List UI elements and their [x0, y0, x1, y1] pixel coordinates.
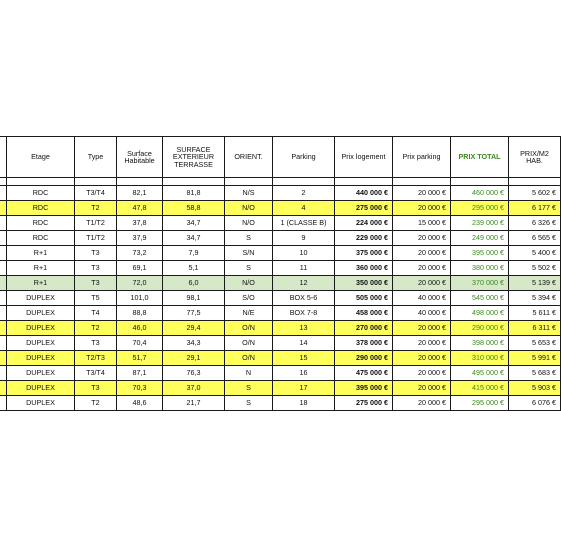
spacer-cell[interactable]	[75, 178, 117, 186]
cell-etage[interactable]: DUPLEX	[7, 321, 75, 336]
cell-surface[interactable]: 46,0	[117, 321, 163, 336]
cell-prix-total[interactable]: 310 000 €	[451, 351, 509, 366]
table-row	[0, 306, 561, 321]
cell-prix-total[interactable]: 370 000 €	[451, 276, 509, 291]
cell-parking[interactable]: BOX 5-6	[273, 291, 335, 306]
cell-prix-m2[interactable]: 5 502 €	[509, 261, 561, 276]
header-row	[0, 137, 561, 178]
table-row	[0, 231, 561, 246]
spreadsheet-view	[0, 136, 556, 411]
cell-exterieur[interactable]: 37,0	[163, 381, 225, 396]
cell-exterieur[interactable]: 34,3	[163, 336, 225, 351]
cell-prix-m2[interactable]: 6 326 €	[509, 216, 561, 231]
cell-exterieur[interactable]: 5,1	[163, 261, 225, 276]
cell-prix-total[interactable]: 295 000 €	[451, 201, 509, 216]
cell-orient[interactable]: S/N	[225, 246, 273, 261]
cell-prix-parking[interactable]: 20 000 €	[393, 321, 451, 336]
spacer-cell[interactable]	[273, 178, 335, 186]
cell-prix-total[interactable]: 380 000 €	[451, 261, 509, 276]
cell-exterieur[interactable]: 34,7	[163, 216, 225, 231]
cell-prix-parking[interactable]: 20 000 €	[393, 276, 451, 291]
header-prix-parking[interactable]: Prix parking	[393, 137, 451, 178]
cell-orient[interactable]: O/N	[225, 336, 273, 351]
cell-type[interactable]: T1/T2	[75, 216, 117, 231]
cell-surface[interactable]: 37,8	[117, 216, 163, 231]
cell-prix-m2[interactable]: 5 991 €	[509, 351, 561, 366]
table-row	[0, 246, 561, 261]
cell-orient[interactable]: S	[225, 381, 273, 396]
header-prix-total[interactable]: PRIX TOTAL	[451, 137, 509, 178]
cell-parking[interactable]: 9	[273, 231, 335, 246]
cell-prix-logement[interactable]: 350 000 €	[335, 276, 393, 291]
cell-etage[interactable]: RDC	[7, 201, 75, 216]
cell-prix-m2[interactable]: 6 076 €	[509, 396, 561, 411]
cell-prix-logement[interactable]: 270 000 €	[335, 321, 393, 336]
price-table	[0, 136, 561, 411]
cell-etage[interactable]: DUPLEX	[7, 351, 75, 366]
cell-type[interactable]: T2	[75, 201, 117, 216]
cell-prix-m2[interactable]: 5 653 €	[509, 336, 561, 351]
cell-prix-logement[interactable]: 229 000 €	[335, 231, 393, 246]
table-row	[0, 366, 561, 381]
cell-prix-total[interactable]: 460 000 €	[451, 186, 509, 201]
cell-parking[interactable]: 14	[273, 336, 335, 351]
cell-prix-total[interactable]: 249 000 €	[451, 231, 509, 246]
cell-orient[interactable]: N	[225, 366, 273, 381]
cell-parking[interactable]: 17	[273, 381, 335, 396]
cell-orient[interactable]: S	[225, 396, 273, 411]
cell-prix-total[interactable]: 295 000 €	[451, 396, 509, 411]
cell-etage[interactable]: DUPLEX	[7, 291, 75, 306]
cell-prix-total[interactable]: 239 000 €	[451, 216, 509, 231]
cell-surface[interactable]: 70,3	[117, 381, 163, 396]
cell-prix-total[interactable]: 545 000 €	[451, 291, 509, 306]
cell-prix-logement[interactable]: 475 000 €	[335, 366, 393, 381]
cell-exterieur[interactable]: 58,8	[163, 201, 225, 216]
cell-prix-total[interactable]: 498 000 €	[451, 306, 509, 321]
cell-surface[interactable]: 37,9	[117, 231, 163, 246]
spacer-cell[interactable]	[335, 178, 393, 186]
cell-prix-logement[interactable]: 375 000 €	[335, 246, 393, 261]
cell-exterieur[interactable]: 34,7	[163, 231, 225, 246]
cell-prix-total[interactable]: 415 000 €	[451, 381, 509, 396]
cell-type[interactable]: T3/T4	[75, 366, 117, 381]
table-row	[0, 381, 561, 396]
cell-exterieur[interactable]: 7,9	[163, 246, 225, 261]
cell-surface[interactable]: 88,8	[117, 306, 163, 321]
cell-surface[interactable]: 70,4	[117, 336, 163, 351]
cell-type[interactable]: T3	[75, 381, 117, 396]
cell-prix-m2[interactable]: 6 565 €	[509, 231, 561, 246]
cell-orient[interactable]: N/O	[225, 276, 273, 291]
cell-prix-parking[interactable]: 20 000 €	[393, 261, 451, 276]
header-orient[interactable]: ORIENT.	[225, 137, 273, 178]
cell-type[interactable]: T3	[75, 276, 117, 291]
spacer-cell[interactable]	[163, 178, 225, 186]
cell-etage[interactable]: DUPLEX	[7, 381, 75, 396]
cell-prix-parking[interactable]: 20 000 €	[393, 381, 451, 396]
cell-type[interactable]: T5	[75, 291, 117, 306]
cell-prix-parking[interactable]: 20 000 €	[393, 336, 451, 351]
cell-prix-logement[interactable]: 378 000 €	[335, 336, 393, 351]
cell-orient[interactable]: S	[225, 261, 273, 276]
cell-parking[interactable]: 1 (CLASSE B)	[273, 216, 335, 231]
cell-prix-m2[interactable]: 5 611 €	[509, 306, 561, 321]
cell-parking[interactable]: 4	[273, 201, 335, 216]
header-exterieur[interactable]: SURFACE EXTERIEUR TERRASSE	[163, 137, 225, 178]
spacer-cell[interactable]	[451, 178, 509, 186]
cell-surface[interactable]: 101,0	[117, 291, 163, 306]
cell-prix-logement[interactable]: 224 000 €	[335, 216, 393, 231]
cell-surface[interactable]: 73,2	[117, 246, 163, 261]
cell-prix-total[interactable]: 395 000 €	[451, 246, 509, 261]
header-type[interactable]: Type	[75, 137, 117, 178]
cell-type[interactable]: T3/T4	[75, 186, 117, 201]
cell-prix-parking[interactable]: 40 000 €	[393, 306, 451, 321]
spacer-cell[interactable]	[509, 178, 561, 186]
cell-type[interactable]: T1/T2	[75, 231, 117, 246]
cell-prix-logement[interactable]: 458 000 €	[335, 306, 393, 321]
cell-prix-parking[interactable]: 15 000 €	[393, 216, 451, 231]
cell-prix-logement[interactable]: 360 000 €	[335, 261, 393, 276]
table-row	[0, 321, 561, 336]
header-prix-m2[interactable]: PRIX/M2 HAB.	[509, 137, 561, 178]
cell-orient[interactable]: N/O	[225, 216, 273, 231]
cell-etage[interactable]: RDC	[7, 186, 75, 201]
cell-prix-total[interactable]: 398 000 €	[451, 336, 509, 351]
cell-exterieur[interactable]: 21,7	[163, 396, 225, 411]
cell-type[interactable]: T3	[75, 336, 117, 351]
cell-prix-parking[interactable]: 20 000 €	[393, 351, 451, 366]
table-row	[0, 336, 561, 351]
cell-orient[interactable]: O/N	[225, 321, 273, 336]
cell-parking[interactable]: 18	[273, 396, 335, 411]
cell-orient[interactable]: S	[225, 231, 273, 246]
cell-parking[interactable]: 16	[273, 366, 335, 381]
cell-exterieur[interactable]: 76,3	[163, 366, 225, 381]
cell-parking[interactable]: BOX 7-8	[273, 306, 335, 321]
table-row	[0, 276, 561, 291]
cell-prix-m2[interactable]: 6 177 €	[509, 201, 561, 216]
cell-prix-logement[interactable]: 395 000 €	[335, 381, 393, 396]
header-etage[interactable]: Etage	[7, 137, 75, 178]
cell-prix-parking[interactable]: 20 000 €	[393, 366, 451, 381]
cell-prix-m2[interactable]: 5 683 €	[509, 366, 561, 381]
cell-orient[interactable]: O/N	[225, 351, 273, 366]
header-prix-logement[interactable]: Prix logement	[335, 137, 393, 178]
cell-parking[interactable]: 12	[273, 276, 335, 291]
spacer-cell[interactable]	[225, 178, 273, 186]
cell-prix-parking[interactable]: 20 000 €	[393, 246, 451, 261]
cell-exterieur[interactable]: 6,0	[163, 276, 225, 291]
cell-etage[interactable]: DUPLEX	[7, 306, 75, 321]
cell-prix-parking[interactable]: 20 000 €	[393, 186, 451, 201]
cell-prix-logement[interactable]: 440 000 €	[335, 186, 393, 201]
cell-parking[interactable]: 11	[273, 261, 335, 276]
cell-type[interactable]: T3	[75, 246, 117, 261]
cell-etage[interactable]: R+1	[7, 261, 75, 276]
header-surface[interactable]: Surface Habitable	[117, 137, 163, 178]
table-row	[0, 186, 561, 201]
cell-parking[interactable]: 10	[273, 246, 335, 261]
cell-etage[interactable]: RDC	[7, 231, 75, 246]
cell-parking[interactable]: 15	[273, 351, 335, 366]
cell-etage[interactable]: R+1	[7, 276, 75, 291]
cell-type[interactable]: T4	[75, 306, 117, 321]
cell-orient[interactable]: N/E	[225, 306, 273, 321]
cell-parking[interactable]: 13	[273, 321, 335, 336]
spacer-cell[interactable]	[7, 178, 75, 186]
table-row	[0, 351, 561, 366]
cell-prix-m2[interactable]: 5 139 €	[509, 276, 561, 291]
spacer-row	[0, 178, 561, 186]
cell-surface[interactable]: 47,8	[117, 201, 163, 216]
cell-surface[interactable]: 51,7	[117, 351, 163, 366]
cell-type[interactable]: T2/T3	[75, 351, 117, 366]
cell-prix-m2[interactable]: 5 903 €	[509, 381, 561, 396]
table-row	[0, 261, 561, 276]
cell-etage[interactable]: DUPLEX	[7, 336, 75, 351]
cell-etage[interactable]: R+1	[7, 246, 75, 261]
table-row	[0, 396, 561, 411]
cell-prix-parking[interactable]: 20 000 €	[393, 396, 451, 411]
table-body	[0, 178, 561, 411]
cell-prix-total[interactable]: 290 000 €	[451, 321, 509, 336]
cell-prix-m2[interactable]: 5 394 €	[509, 291, 561, 306]
cell-prix-logement[interactable]: 275 000 €	[335, 201, 393, 216]
cell-exterieur[interactable]: 29,4	[163, 321, 225, 336]
cell-prix-parking[interactable]: 20 000 €	[393, 231, 451, 246]
cell-exterieur[interactable]: 29,1	[163, 351, 225, 366]
cell-etage[interactable]: DUPLEX	[7, 396, 75, 411]
table-row	[0, 216, 561, 231]
cell-prix-logement[interactable]: 505 000 €	[335, 291, 393, 306]
cell-orient[interactable]: N/O	[225, 201, 273, 216]
cell-surface[interactable]: 82,1	[117, 186, 163, 201]
cell-type[interactable]: T2	[75, 321, 117, 336]
cell-prix-m2[interactable]: 5 602 €	[509, 186, 561, 201]
spacer-cell[interactable]	[117, 178, 163, 186]
cell-exterieur[interactable]: 77,5	[163, 306, 225, 321]
cell-prix-total[interactable]: 495 000 €	[451, 366, 509, 381]
cell-prix-parking[interactable]: 20 000 €	[393, 201, 451, 216]
cell-orient[interactable]: N/S	[225, 186, 273, 201]
spacer-cell[interactable]	[393, 178, 451, 186]
cell-etage[interactable]: RDC	[7, 216, 75, 231]
cell-parking[interactable]: 2	[273, 186, 335, 201]
cell-surface[interactable]: 72,0	[117, 276, 163, 291]
cell-type[interactable]: T3	[75, 261, 117, 276]
cell-surface[interactable]: 48,6	[117, 396, 163, 411]
cell-prix-logement[interactable]: 290 000 €	[335, 351, 393, 366]
cell-etage[interactable]: DUPLEX	[7, 366, 75, 381]
cell-prix-parking[interactable]: 40 000 €	[393, 291, 451, 306]
cell-exterieur[interactable]: 81,8	[163, 186, 225, 201]
cell-type[interactable]: T2	[75, 396, 117, 411]
cell-prix-m2[interactable]: 5 400 €	[509, 246, 561, 261]
table-row	[0, 201, 561, 216]
header-parking[interactable]: Parking	[273, 137, 335, 178]
cell-exterieur[interactable]: 98,1	[163, 291, 225, 306]
cell-surface[interactable]: 69,1	[117, 261, 163, 276]
cell-prix-m2[interactable]: 6 311 €	[509, 321, 561, 336]
cell-prix-logement[interactable]: 275 000 €	[335, 396, 393, 411]
cell-orient[interactable]: S/O	[225, 291, 273, 306]
table-row	[0, 291, 561, 306]
cell-surface[interactable]: 87,1	[117, 366, 163, 381]
